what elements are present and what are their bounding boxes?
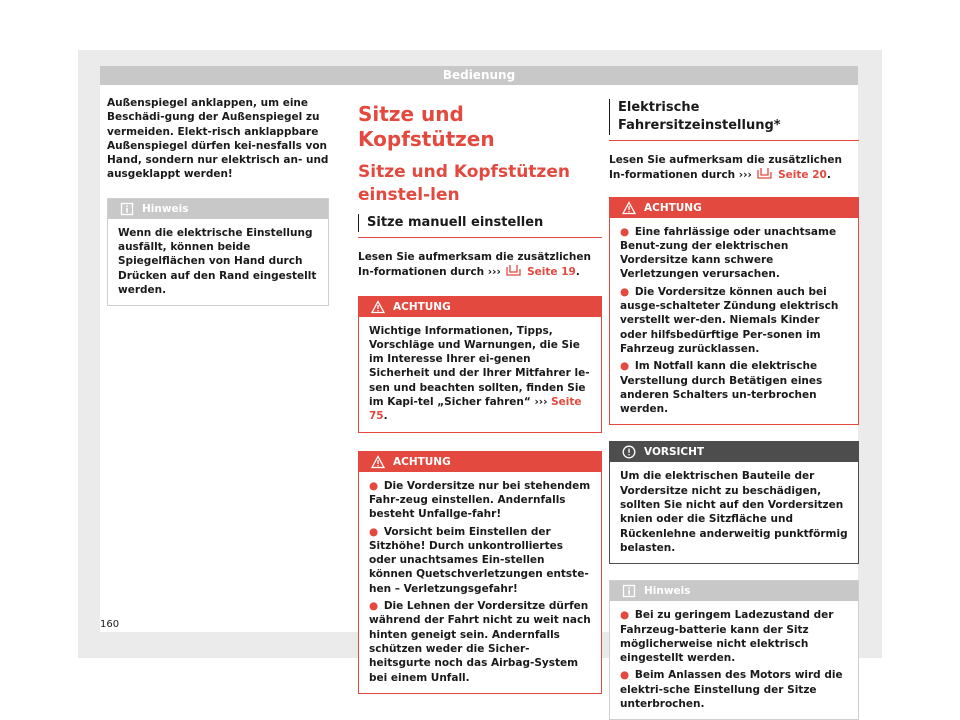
list-item: ● Die Lehnen der Vordersitze dürfen während der Fahrt nicht zu weit nach hinten geneigt sein. Andernfalls schützen weder die Sicher-heitsgurte noch das Airbag-System bei einem Unfall. [369, 600, 591, 684]
read-more-prefix: Lesen Sie aufmerksam die zusätzlichen In-formationen durch ››› [609, 154, 842, 182]
list-item: ● Beim Anlassen des Motors wird die elektri-sche Einstellung der Sitze unterbrochen. [620, 669, 843, 711]
page-link[interactable]: Seite 20 [778, 169, 827, 182]
achtung-box-2 [358, 451, 602, 694]
subsection-title: Elektrische Fahrersitzeinstellung* [618, 100, 781, 133]
subsection-title: Sitze manuell einstellen [367, 215, 544, 230]
achtung-label: ACHTUNG [393, 300, 451, 313]
warning-icon [622, 201, 636, 215]
column-right [609, 99, 859, 720]
column-left [107, 96, 329, 306]
bullet-icon: ● [620, 285, 630, 298]
hinweis-label: Hinweis [142, 202, 189, 215]
achtung-text [359, 317, 601, 432]
achtung-suffix: . [383, 410, 388, 423]
achtung-list [359, 472, 601, 693]
chapter-title: Sitze und Kopfstützen [358, 102, 495, 151]
hinweis-header [108, 199, 328, 219]
hinweis-header [610, 581, 858, 601]
intro-text: Außenspiegel anklappen, um eine Beschädi-gung der Außenspiegel zu vermeiden. Elekt-risch anklappbare Außenspiegel dürfen kei-nesfalls von Hand, sondern nur elektrisch an- und ausgeklappt werden! [107, 97, 329, 181]
achtung-label: ACHTUNG [393, 455, 451, 468]
read-more-suffix: . [826, 169, 831, 182]
vorsicht-header [610, 442, 858, 462]
book-icon [505, 264, 522, 277]
vorsicht-box [609, 441, 859, 564]
achtung-label: ACHTUNG [644, 201, 702, 214]
info-icon [622, 584, 636, 598]
bullet-icon: ● [620, 609, 630, 622]
caution-icon [622, 445, 636, 459]
page-number: 160 [100, 619, 120, 630]
list-item: ● Die Vordersitze können auch bei ausge-schalteter Zündung elektrisch verstellt wer-den. Niemals Kinder oder hilfsbedürftige Per-sonen im Fahrzeug zurücklassen. [620, 285, 839, 355]
running-header: Bedienung [100, 66, 858, 85]
page-link[interactable]: Seite 75 [369, 396, 582, 423]
achtung-header [359, 452, 601, 472]
bullet-icon: ● [620, 360, 630, 373]
subsection-heading [358, 214, 602, 238]
subsection-heading [609, 99, 859, 141]
column-middle [358, 102, 602, 694]
vorsicht-text: Um die elektrischen Bauteile der Vordersitze nicht zu beschädigen, sollten Sie nicht auf den Vordersitzen knien oder die Sitzfläche und Rückenlehne anderweitig punktförmig belasten. [620, 470, 848, 554]
bullet-icon: ● [369, 600, 379, 613]
achtung-header [359, 297, 601, 317]
hinweis-text: Wenn die elektrische Einstellung ausfällt, können beide Spiegelflächen von Hand durch Drücken auf den Rand eingestellt werden. [118, 226, 317, 296]
read-more-suffix: . [575, 266, 580, 279]
bullet-icon: ● [620, 669, 630, 682]
list-item: ● Die Vordersitze nur bei stehendem Fahr-zeug einstellen. Andernfalls besteht Unfallge-fahr! [369, 479, 591, 521]
achtung-box-1 [358, 296, 602, 433]
vorsicht-label: VORSICHT [644, 446, 705, 459]
section-title: Sitze und Kopfstützen einstel-len [358, 162, 570, 205]
read-more-prefix: Lesen Sie aufmerksam die zusätzlichen In-formationen durch ››› [358, 251, 591, 279]
achtung-box [609, 197, 859, 426]
hinweis-label: Hinweis [644, 585, 691, 598]
read-more-text [609, 153, 859, 183]
bullet-icon: ● [369, 525, 379, 538]
list-item: ● Vorsicht beim Einstellen der Sitzhöhe! Durch unkontrolliertes oder unachtsames Ein-stellen können Quetschverletzungen entste-hen – Verletzungsgefahr! [369, 525, 589, 595]
book-icon [756, 167, 773, 180]
achtung-list [610, 218, 858, 425]
warning-icon [371, 455, 385, 469]
hinweis-list [610, 601, 858, 719]
read-more-text [358, 250, 602, 280]
list-item: ● Im Notfall kann die elektrische Verstellung durch Betätigen eines anderen Schalters un-terbrochen werden. [620, 360, 823, 416]
achtung-header [610, 198, 858, 218]
bullet-icon: ● [369, 479, 379, 492]
info-icon [120, 202, 134, 216]
list-item: ● Bei zu geringem Ladezustand der Fahrzeug-batterie kann der Sitz möglicherweise nicht elektrisch eingestellt werden. [620, 609, 834, 665]
warning-icon [371, 300, 385, 314]
list-item: ● Eine fahrlässige oder unachtsame Benut-zung der elektrischen Vordersitze kann schwere Verletzungen verursachen. [620, 225, 837, 281]
bullet-icon: ● [620, 225, 630, 238]
hinweis-box [609, 580, 859, 720]
page-link[interactable]: Seite 19 [527, 266, 576, 279]
hinweis-box [107, 198, 329, 306]
achtung-body: Wichtige Informationen, Tipps, Vorschläge und Warnungen, die Sie im Interesse Ihrer ei-genen Sicherheit und der Ihrer Mitfahrer le-sen und beachten sollten, finden Sie im Kapi-tel „Sicher fahren“ ››› [369, 324, 590, 409]
